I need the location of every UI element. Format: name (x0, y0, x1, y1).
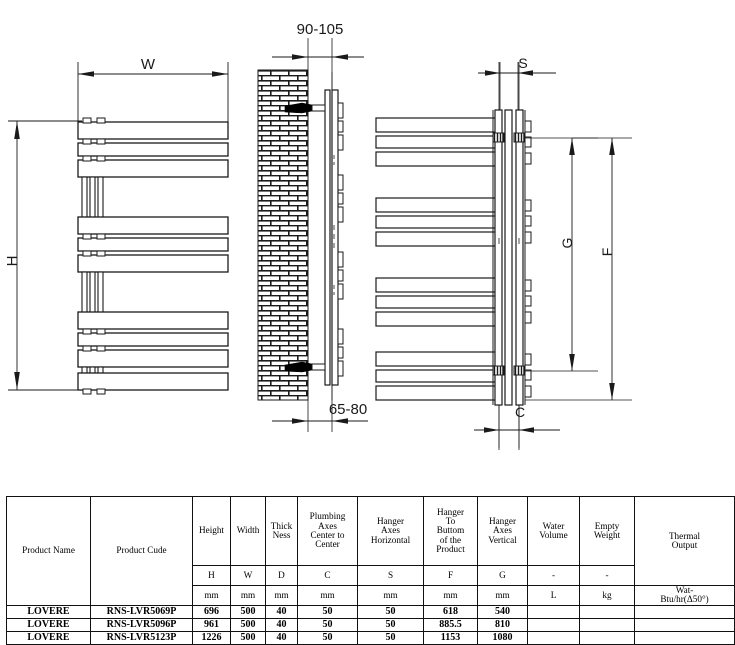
header-plumbing-axes: Plumbing Axes Center to Center (298, 497, 358, 566)
cell-thermal-output (635, 618, 735, 631)
cell-width: 500 (231, 631, 266, 644)
cell-empty-weight (580, 605, 635, 618)
dimension-label-C: C (514, 404, 526, 420)
cell-height: 1226 (193, 631, 231, 644)
cell-thermal-output (635, 631, 735, 644)
side-bar-ends (338, 103, 343, 376)
cell-product-name: LOVERE (7, 631, 91, 644)
cell-empty-weight (580, 618, 635, 631)
cell-product-name: LOVERE (7, 618, 91, 631)
rear-bar-group-4 (376, 352, 500, 400)
unit-width: mm (231, 586, 266, 606)
cell-water-volume (528, 631, 580, 644)
cell-width: 500 (231, 618, 266, 631)
header-hanger-to-bottom: Hanger To Buttom of the Product (424, 497, 478, 566)
cell-hanger-axes-horizontal: 50 (358, 631, 424, 644)
symbol-water-volume: - (528, 566, 580, 586)
dimension-label-depth-bottom: 65-80 (328, 401, 368, 418)
unit-hanger-to-bottom: mm (424, 586, 478, 606)
rear-bar-group-1 (376, 118, 500, 166)
unit-hanger-axes-horizontal: mm (358, 586, 424, 606)
unit-water-volume: L (528, 586, 580, 606)
header-hanger-axes-vertical: Hanger Axes Vertical (478, 497, 528, 566)
table-row (7, 631, 735, 644)
symbol-empty-weight: - (580, 566, 635, 586)
cell-hanger-axes-horizontal: 50 (358, 605, 424, 618)
header-empty-weight: Empty Weight (580, 497, 635, 566)
cell-hanger-to-bottom: 618 (424, 605, 478, 618)
cell-water-volume (528, 618, 580, 631)
cell-plumbing-axes: 50 (298, 631, 358, 644)
cell-height: 696 (193, 605, 231, 618)
front-bar-group-4 (78, 373, 228, 394)
rear-bar-tabs (525, 121, 531, 397)
cell-product-code: RNS-LVR5123P (91, 631, 193, 644)
dimension-label-W: W (140, 56, 156, 73)
rear-bar-group-3 (376, 278, 500, 326)
header-hanger-axes-horizontal: Hanger Axes Horizontal (358, 497, 424, 566)
header-product-code: Product Cude (91, 497, 193, 606)
cell-thickness: 40 (266, 605, 298, 618)
header-thermal-output: Thermal Output (635, 497, 735, 586)
symbol-W: W (231, 566, 266, 586)
table-header-row-main (7, 497, 735, 566)
front-view (4, 56, 228, 394)
cell-product-code: RNS-LVR5096P (91, 618, 193, 631)
side-manifold-rear (332, 90, 338, 385)
cell-height: 961 (193, 618, 231, 631)
cell-hanger-to-bottom: 1153 (424, 631, 478, 644)
dimension-label-depth-top: 90-105 (296, 21, 344, 38)
dimension-label-F: F (599, 247, 615, 257)
table-row (7, 618, 735, 631)
front-riser-2 (82, 272, 103, 313)
cell-thickness: 40 (266, 618, 298, 631)
front-riser-1 (82, 177, 103, 218)
unit-plumbing-axes: mm (298, 586, 358, 606)
front-bar-group-2 (78, 217, 228, 272)
side-view (258, 21, 368, 432)
unit-thickness: mm (266, 586, 298, 606)
cell-thermal-output (635, 605, 735, 618)
cell-empty-weight (580, 631, 635, 644)
cell-thickness: 40 (266, 631, 298, 644)
cell-hanger-to-bottom: 885.5 (424, 618, 478, 631)
cell-plumbing-axes: 50 (298, 618, 358, 631)
cell-product-name: LOVERE (7, 605, 91, 618)
cell-plumbing-axes: 50 (298, 605, 358, 618)
cell-hanger-axes-vertical: 1080 (478, 631, 528, 644)
table-row (7, 605, 735, 618)
dimension-label-S: S (518, 55, 528, 71)
symbol-G: G (478, 566, 528, 586)
unit-height: mm (193, 586, 231, 606)
header-water-volume: Water Volume (528, 497, 580, 566)
brick-wall (258, 70, 308, 400)
front-bar-group-3 (78, 312, 228, 367)
header-width: Width (231, 497, 266, 566)
cell-hanger-axes-vertical: 540 (478, 605, 528, 618)
symbol-D: D (266, 566, 298, 586)
symbol-H: H (193, 566, 231, 586)
rear-view (376, 55, 632, 450)
rear-bar-group-2 (376, 198, 500, 246)
specification-table (6, 496, 735, 645)
symbol-F: F (424, 566, 478, 586)
unit-hanger-axes-vertical: mm (478, 586, 528, 606)
rear-manifolds (493, 62, 525, 450)
front-bar-group-1 (78, 118, 228, 177)
cell-water-volume (528, 605, 580, 618)
unit-empty-weight: kg (580, 586, 635, 606)
cell-hanger-axes-vertical: 810 (478, 618, 528, 631)
side-manifold-front (325, 90, 330, 385)
cell-hanger-axes-horizontal: 50 (358, 618, 424, 631)
cell-product-code: RNS-LVR5069P (91, 605, 193, 618)
header-thickness: Thick Ness (266, 497, 298, 566)
unit-thermal-output: Wat- Btu/hr(Δ50°) (635, 586, 735, 606)
symbol-C: C (298, 566, 358, 586)
header-product-name: Product Name (7, 497, 91, 606)
symbol-S: S (358, 566, 424, 586)
dimension-label-G: G (559, 237, 575, 249)
specification-table-container (6, 496, 709, 645)
header-height: Height (193, 497, 231, 566)
cell-width: 500 (231, 605, 266, 618)
dimension-label-H: H (4, 255, 21, 267)
